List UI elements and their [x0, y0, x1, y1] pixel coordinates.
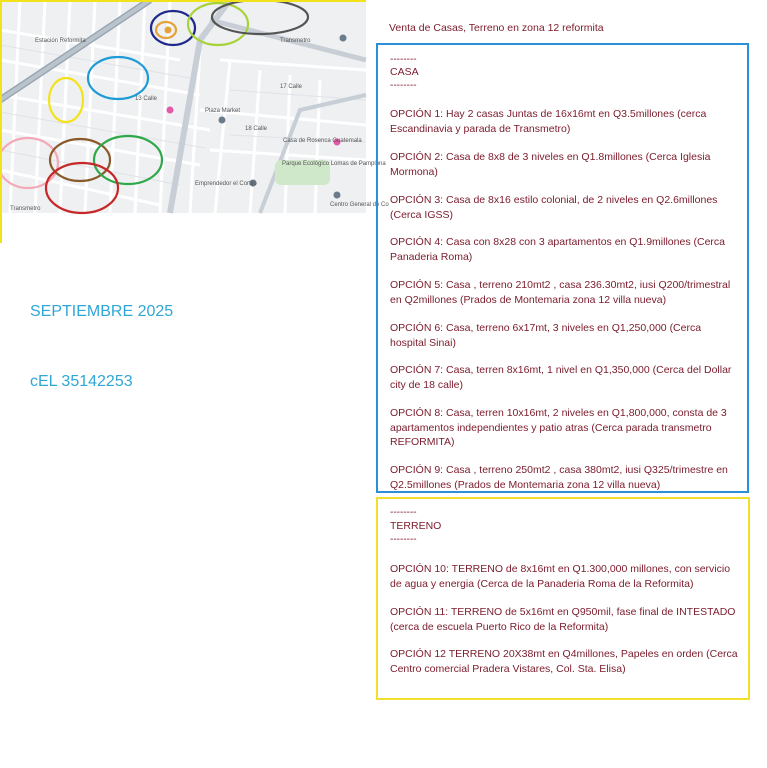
terreno-heading: TERRENO — [390, 520, 442, 532]
casa-option-5: OPCIÓN 5: Casa , terreno 210mt2 , casa 236.30mt2, iusi Q200/trimestral en Q2millones (Prados de Montemaria zona 12 villa nueva) — [390, 279, 731, 306]
map-border-top — [0, 0, 366, 2]
casa-section — [376, 43, 749, 493]
map-label-13-calle: 13 Calle — [135, 96, 158, 102]
casa-option-8: OPCIÓN 8: Casa, terren 10x16mt, 2 niveles en Q1,800,000, consta de 3 apartamentos independientes y patio atras (Cerca parada transmetro REFORMITA) — [390, 407, 727, 448]
casa-option-1: OPCIÓN 1: Hay 2 casas Juntas de 16x16mt en Q3.5millones (cerca Escandinavia y parada de Transmetro) — [390, 108, 707, 135]
terreno-option-10: OPCIÓN 10: TERRENO de 8x16mt en Q1.300,000 millones, con servicio de agua y energia (Cerca de la Panaderia Roma de la Reformita) — [390, 563, 731, 590]
map-label-plaza: Plaza Market — [205, 108, 241, 114]
map-label-casa-rosa: Casa de Rosenca Guatemala — [283, 138, 362, 144]
map-label-estacion: Estación Reformita — [35, 38, 86, 44]
terreno-option-11: OPCIÓN 11: TERRENO de 5x16mt en Q950mil, fase final de INTESTADO (cerca de escuela Puerto Rico de la Reformita) — [390, 606, 736, 633]
phone-label: cEL 35142253 — [30, 373, 133, 390]
casa-option-6: OPCIÓN 6: Casa, terreno 6x17mt, 3 niveles en Q1,250,000 (Cerca hospital Sinai) — [390, 322, 702, 349]
casa-heading: CASA — [390, 66, 419, 78]
location-map — [0, 0, 389, 213]
terreno-separator-top: -------- — [390, 507, 417, 518]
terreno-separator-bottom: -------- — [390, 534, 417, 545]
map-label-transmetro-2: Transmetro — [10, 206, 41, 212]
map-graphic — [0, 0, 389, 213]
casa-option-9: OPCIÓN 9: Casa , terreno 250mt2 , casa 380mt2, iusi Q325/trimestre en Q2.5millones (Prados de Montemaria zona 12 villa nueva) — [390, 464, 728, 491]
casa-separator-top: -------- — [390, 54, 417, 65]
map-border-left — [0, 0, 2, 243]
date-label: SEPTIEMBRE 2025 — [30, 303, 174, 320]
map-label-18-calle: 18 Calle — [245, 126, 268, 132]
page-title: Venta de Casas, Terreno en zona 12 reformita — [389, 22, 604, 34]
casa-option-4: OPCIÓN 4: Casa con 8x28 con 3 apartamentos en Q1.9millones (Cerca Panaderia Roma) — [390, 236, 725, 263]
terreno-option-12: OPCIÓN 12 TERRENO 20X38mt en Q4millones, Papeles en orden (Cerca Centro comercial Pradera Vistares, Col. Sta. Elisa) — [390, 648, 738, 675]
map-label-centro: Centro General de Co — [330, 202, 389, 208]
map-label-transmetro: Transmetro — [280, 38, 311, 44]
map-label-17-calle: 17 Calle — [280, 84, 303, 90]
casa-option-2: OPCIÓN 2: Casa de 8x8 de 3 niveles en Q1.8millones (Cerca Iglesia Mormona) — [390, 151, 711, 178]
terreno-section — [376, 497, 750, 700]
casa-option-7: OPCIÓN 7: Casa, terren 8x16mt, 1 nivel en Q1,350,000 (Cerca del Dollar city de 18 calle) — [390, 364, 732, 391]
casa-separator-bottom: -------- — [390, 80, 417, 91]
map-label-parque: Parque Ecológico Lomas de Pamplona — [282, 161, 386, 167]
casa-option-3: OPCIÓN 3: Casa de 8x16 estilo colonial, de 2 niveles en Q2.6millones (Cerca IGSS) — [390, 194, 718, 221]
map-label-emprendedor: Emprendedor el Cortijo — [195, 181, 257, 187]
